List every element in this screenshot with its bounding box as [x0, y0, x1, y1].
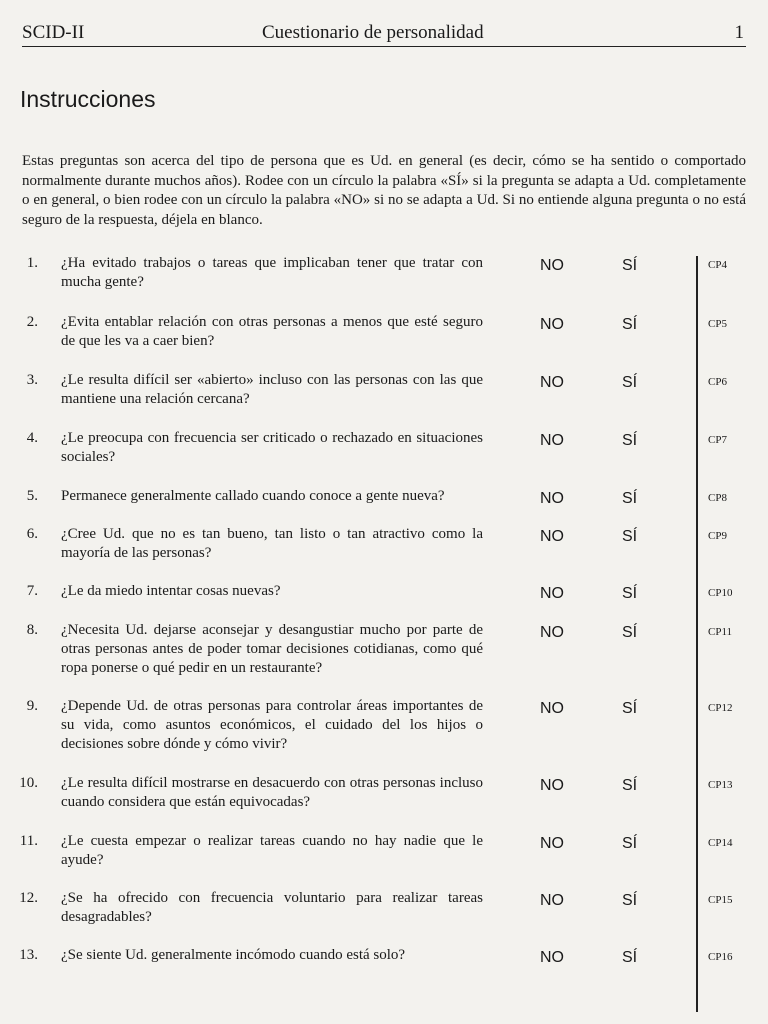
- question-text: ¿Le resulta difícil mostrarse en desacuerdo con otras personas incluso cuando considera que están equivocadas?: [61, 775, 483, 810]
- answer-no[interactable]: NO: [540, 700, 564, 717]
- answer-no[interactable]: NO: [540, 432, 564, 449]
- answer-no[interactable]: NO: [540, 777, 564, 794]
- item-code: CP5: [708, 318, 727, 330]
- question-text: ¿Evita entablar relación con otras personas a menos que esté seguro de que les va a caer bien?: [61, 314, 483, 349]
- answer-si[interactable]: SÍ: [622, 777, 638, 794]
- form-id: SCID-II: [22, 22, 85, 43]
- question-text: ¿Cree Ud. que no es tan bueno, tan listo o tan atractivo como la mayoría de las personas?: [61, 526, 483, 561]
- item-code: CP16: [708, 951, 733, 963]
- answer-si[interactable]: SÍ: [622, 432, 638, 449]
- answer-si[interactable]: SÍ: [622, 624, 638, 641]
- question-number: 11.: [19, 833, 38, 849]
- item-code: CP14: [708, 837, 733, 849]
- instructions-paragraph: Estas preguntas son acerca del tipo de persona que es Ud. en general (es decir, cómo se ha sentido o comportado normalmente durante muchos años). Rodee con un círculo la palabra «SÍ» si la pregunta se adapta a Ud. completamente o en general, o bien rodee con un círculo la palabra «NO» si no se adapta a Ud. Si no entiende alguna pregunta o no está seguro de la respuesta, déjela en blanco.: [22, 153, 746, 228]
- answer-no[interactable]: NO: [540, 490, 564, 507]
- section-title: Instrucciones: [20, 86, 156, 112]
- question-text: ¿Se siente Ud. generalmente incómodo cuando está solo?: [61, 947, 406, 963]
- answer-si[interactable]: SÍ: [622, 490, 638, 507]
- answer-si[interactable]: SÍ: [622, 835, 638, 852]
- question-text: ¿Le preocupa con frecuencia ser criticado o rechazado en situaciones sociales?: [61, 430, 483, 465]
- question-number: 8.: [26, 622, 38, 638]
- page-number: 1: [734, 22, 744, 43]
- answer-si[interactable]: SÍ: [622, 374, 638, 391]
- question-number: 4.: [26, 430, 38, 446]
- question-number: 9.: [26, 698, 38, 714]
- item-code: CP9: [708, 530, 727, 542]
- item-code: CP7: [708, 434, 727, 446]
- question-number: 6.: [26, 526, 38, 542]
- answer-si[interactable]: SÍ: [622, 316, 638, 333]
- answer-no[interactable]: NO: [540, 585, 564, 602]
- question-number: 2.: [26, 314, 38, 330]
- answer-no[interactable]: NO: [540, 835, 564, 852]
- question-number: 10.: [19, 775, 38, 791]
- question-number: 13.: [19, 947, 38, 963]
- item-code: CP4: [708, 259, 727, 271]
- question-text: Permanece generalmente callado cuando conoce a gente nueva?: [61, 488, 445, 504]
- item-code: CP10: [708, 587, 733, 599]
- answer-no[interactable]: NO: [540, 316, 564, 333]
- document-title: Cuestionario de personalidad: [262, 22, 484, 43]
- question-number: 7.: [26, 583, 38, 599]
- question-number: 5.: [26, 488, 38, 504]
- question-number: 1.: [26, 255, 38, 271]
- question-text: ¿Ha evitado trabajos o tareas que implicaban tener que tratar con mucha gente?: [61, 255, 483, 290]
- question-text: ¿Necesita Ud. dejarse aconsejar y desangustiar mucho por parte de otras personas antes de poder tomar decisiones cotidianas, como qué ropa ponerse o qué pedir en un restaurante?: [61, 622, 483, 676]
- item-code: CP12: [708, 702, 733, 714]
- question-text: ¿Le resulta difícil ser «abierto» incluso con las personas con las que mantiene una relación cercana?: [61, 372, 483, 407]
- answer-no[interactable]: NO: [540, 624, 564, 641]
- answer-no[interactable]: NO: [540, 949, 564, 966]
- answer-si[interactable]: SÍ: [622, 257, 638, 274]
- answer-si[interactable]: SÍ: [622, 528, 638, 545]
- answer-si[interactable]: SÍ: [622, 700, 638, 717]
- item-code: CP13: [708, 779, 733, 791]
- question-text: ¿Le cuesta empezar o realizar tareas cuando no hay nadie que le ayude?: [61, 833, 483, 868]
- code-column-divider: [696, 256, 698, 1012]
- item-code: CP11: [708, 626, 733, 638]
- answer-si[interactable]: SÍ: [622, 949, 638, 966]
- question-text: ¿Se ha ofrecido con frecuencia voluntario para realizar tareas desagradables?: [61, 890, 483, 925]
- answer-no[interactable]: NO: [540, 374, 564, 391]
- question-number: 3.: [26, 372, 38, 388]
- question-text: ¿Le da miedo intentar cosas nuevas?: [61, 583, 281, 599]
- answer-no[interactable]: NO: [540, 528, 564, 545]
- page-header: [22, 20, 746, 47]
- answer-no[interactable]: NO: [540, 892, 564, 909]
- answer-no[interactable]: NO: [540, 257, 564, 274]
- answer-si[interactable]: SÍ: [622, 892, 638, 909]
- answer-si[interactable]: SÍ: [622, 585, 638, 602]
- item-code: CP6: [708, 376, 727, 388]
- question-number: 12.: [19, 890, 38, 906]
- item-code: CP8: [708, 492, 727, 504]
- item-code: CP15: [708, 894, 733, 906]
- question-text: ¿Depende Ud. de otras personas para controlar áreas importantes de su vida, como asuntos económicos, el cuidado del los hijos o decisiones sobre dónde y cómo vivir?: [61, 698, 483, 752]
